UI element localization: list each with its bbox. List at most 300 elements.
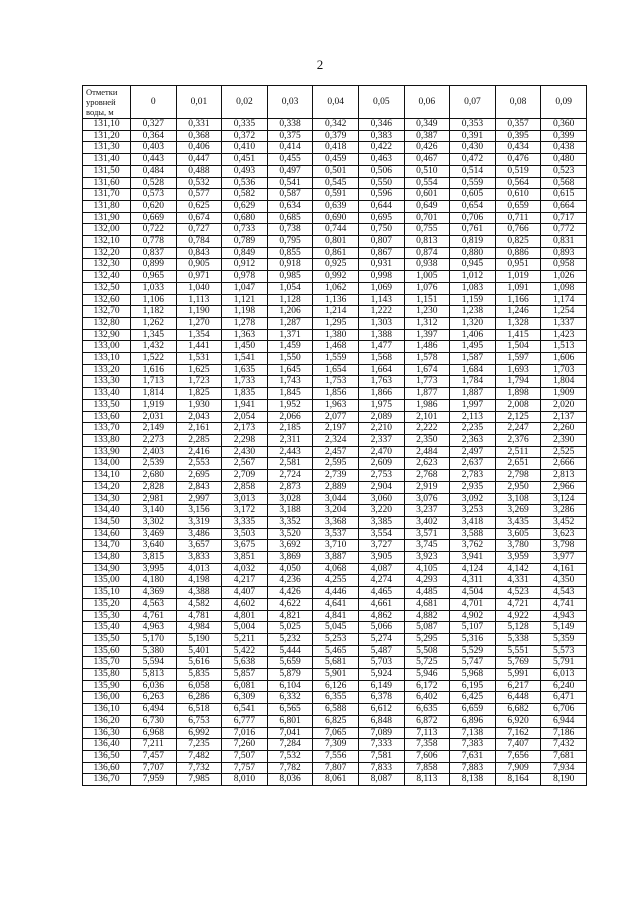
- value-cell: 1,713: [131, 376, 177, 388]
- value-cell: 1,645: [267, 364, 313, 376]
- value-cell: 5,703: [358, 657, 404, 669]
- header-row: [83, 86, 587, 119]
- value-cell: 2,637: [450, 458, 496, 470]
- value-cell: 1,684: [450, 364, 496, 376]
- water-level-cell: 133,80: [83, 434, 131, 446]
- value-cell: 0,855: [267, 247, 313, 259]
- table-row: [83, 353, 587, 365]
- water-level-cell: 131,60: [83, 177, 131, 189]
- table-row: [83, 446, 587, 458]
- value-cell: 0,634: [267, 200, 313, 212]
- value-cell: 1,616: [131, 364, 177, 376]
- value-cell: 6,872: [404, 715, 450, 727]
- value-cell: 0,664: [541, 200, 587, 212]
- value-cell: 4,801: [222, 610, 268, 622]
- value-cell: 1,098: [541, 282, 587, 294]
- value-cell: 4,124: [450, 563, 496, 575]
- value-cell: 7,581: [358, 750, 404, 762]
- value-cell: 0,998: [358, 271, 404, 283]
- value-cell: 0,410: [222, 142, 268, 154]
- value-cell: 5,573: [541, 645, 587, 657]
- value-cell: 3,435: [495, 516, 541, 528]
- table-row: [83, 516, 587, 528]
- value-cell: 0,568: [541, 177, 587, 189]
- value-cell: 3,780: [495, 540, 541, 552]
- value-cell: 0,837: [131, 247, 177, 259]
- value-cell: 0,669: [131, 212, 177, 224]
- value-cell: 2,753: [358, 470, 404, 482]
- value-cell: 5,380: [131, 645, 177, 657]
- value-cell: 3,172: [222, 505, 268, 517]
- value-cell: 7,383: [450, 739, 496, 751]
- value-cell: 0,510: [404, 165, 450, 177]
- water-level-cell: 133,50: [83, 399, 131, 411]
- value-cell: 8,138: [450, 774, 496, 786]
- value-cell: 6,425: [450, 692, 496, 704]
- table-row: [83, 762, 587, 774]
- table-row: [83, 633, 587, 645]
- value-cell: 3,140: [131, 505, 177, 517]
- value-cell: 7,631: [450, 750, 496, 762]
- water-level-cell: 136,50: [83, 750, 131, 762]
- value-cell: 4,350: [541, 575, 587, 587]
- value-cell: 0,750: [358, 224, 404, 236]
- value-cell: 8,010: [222, 774, 268, 786]
- value-cell: 1,121: [222, 294, 268, 306]
- value-cell: 2,403: [131, 446, 177, 458]
- value-cell: 1,230: [404, 306, 450, 318]
- value-cell: 2,324: [313, 434, 359, 446]
- value-cell: 0,654: [450, 200, 496, 212]
- value-cell: 1,136: [313, 294, 359, 306]
- value-cell: 1,415: [495, 329, 541, 341]
- value-cell: 0,331: [176, 119, 222, 131]
- value-cell: 1,354: [176, 329, 222, 341]
- value-cell: 0,701: [404, 212, 450, 224]
- value-cell: 7,757: [222, 762, 268, 774]
- value-cell: 3,204: [313, 505, 359, 517]
- column-header: 0,05: [358, 86, 404, 119]
- value-cell: 2,054: [222, 411, 268, 423]
- value-cell: 1,214: [313, 306, 359, 318]
- table-row: [83, 294, 587, 306]
- value-cell: 0,874: [404, 247, 450, 259]
- value-cell: 6,448: [495, 692, 541, 704]
- value-cell: 0,497: [267, 165, 313, 177]
- water-level-cell: 135,30: [83, 610, 131, 622]
- value-cell: 0,383: [358, 130, 404, 142]
- value-cell: 1,625: [176, 364, 222, 376]
- value-cell: 3,623: [541, 528, 587, 540]
- table-row: [83, 329, 587, 341]
- value-cell: 0,559: [450, 177, 496, 189]
- value-cell: 7,284: [267, 739, 313, 751]
- value-cell: 3,220: [358, 505, 404, 517]
- value-cell: 3,286: [541, 505, 587, 517]
- value-cell: 0,899: [131, 259, 177, 271]
- value-cell: 1,975: [358, 399, 404, 411]
- value-cell: 7,507: [222, 750, 268, 762]
- value-cell: 1,693: [495, 364, 541, 376]
- table-row: [83, 715, 587, 727]
- table-row: [83, 505, 587, 517]
- value-cell: 0,610: [495, 189, 541, 201]
- value-cell: 1,128: [267, 294, 313, 306]
- water-level-cell: 135,00: [83, 575, 131, 587]
- value-cell: 3,302: [131, 516, 177, 528]
- water-level-cell: 134,10: [83, 470, 131, 482]
- value-cell: 4,068: [313, 563, 359, 575]
- value-cell: 0,387: [404, 130, 450, 142]
- value-cell: 7,858: [404, 762, 450, 774]
- value-cell: 1,206: [267, 306, 313, 318]
- value-cell: 4,331: [495, 575, 541, 587]
- value-cell: 3,605: [495, 528, 541, 540]
- value-cell: 0,784: [176, 236, 222, 248]
- value-cell: 5,879: [267, 669, 313, 681]
- water-level-cell: 131,90: [83, 212, 131, 224]
- value-cell: 6,682: [495, 704, 541, 716]
- value-cell: 3,402: [404, 516, 450, 528]
- table-row: [83, 739, 587, 751]
- value-cell: 4,426: [267, 587, 313, 599]
- value-cell: 7,309: [313, 739, 359, 751]
- value-cell: 1,733: [222, 376, 268, 388]
- value-cell: 2,828: [131, 481, 177, 493]
- value-cell: 5,274: [358, 633, 404, 645]
- value-cell: 4,943: [541, 610, 587, 622]
- value-cell: 5,107: [450, 622, 496, 634]
- value-cell: 4,105: [404, 563, 450, 575]
- water-level-cell: 134,20: [83, 481, 131, 493]
- value-cell: 6,104: [267, 680, 313, 692]
- value-cell: 3,028: [267, 493, 313, 505]
- value-cell: 0,399: [541, 130, 587, 142]
- value-cell: 0,727: [176, 224, 222, 236]
- value-cell: 1,568: [358, 353, 404, 365]
- table-row: [83, 493, 587, 505]
- value-cell: 2,470: [358, 446, 404, 458]
- table-row: [83, 224, 587, 236]
- value-cell: 8,036: [267, 774, 313, 786]
- value-cell: 6,081: [222, 680, 268, 692]
- value-cell: 0,467: [404, 154, 450, 166]
- table-row: [83, 434, 587, 446]
- value-cell: 4,369: [131, 587, 177, 599]
- table-row: [83, 317, 587, 329]
- value-cell: 3,588: [450, 528, 496, 540]
- value-cell: 6,920: [495, 715, 541, 727]
- value-cell: 4,721: [495, 598, 541, 610]
- value-cell: 1,919: [131, 399, 177, 411]
- value-cell: 1,312: [404, 317, 450, 329]
- value-cell: 2,185: [267, 423, 313, 435]
- value-cell: 0,391: [450, 130, 496, 142]
- water-level-cell: 131,20: [83, 130, 131, 142]
- value-cell: 1,166: [495, 294, 541, 306]
- value-cell: 1,606: [541, 353, 587, 365]
- value-cell: 5,857: [222, 669, 268, 681]
- value-cell: 6,968: [131, 727, 177, 739]
- value-cell: 7,457: [131, 750, 177, 762]
- value-cell: 1,495: [450, 341, 496, 353]
- value-cell: 3,554: [358, 528, 404, 540]
- value-cell: 2,709: [222, 470, 268, 482]
- value-cell: 1,845: [267, 388, 313, 400]
- value-cell: 0,659: [495, 200, 541, 212]
- column-header: 0,09: [541, 86, 587, 119]
- table-row: [83, 341, 587, 353]
- table-row: [83, 610, 587, 622]
- value-cell: 3,237: [404, 505, 450, 517]
- value-cell: 5,087: [404, 622, 450, 634]
- value-cell: 4,142: [495, 563, 541, 575]
- water-level-table-container: [82, 85, 587, 786]
- value-cell: 6,195: [450, 680, 496, 692]
- value-cell: 2,768: [404, 470, 450, 482]
- value-cell: 0,825: [495, 236, 541, 248]
- table-row: [83, 774, 587, 786]
- value-cell: 2,858: [222, 481, 268, 493]
- value-cell: 4,523: [495, 587, 541, 599]
- value-cell: 0,554: [404, 177, 450, 189]
- value-cell: 8,061: [313, 774, 359, 786]
- value-cell: 7,138: [450, 727, 496, 739]
- value-cell: 1,174: [541, 294, 587, 306]
- water-level-cell: 135,50: [83, 633, 131, 645]
- table-row: [83, 259, 587, 271]
- value-cell: 1,151: [404, 294, 450, 306]
- value-cell: 7,532: [267, 750, 313, 762]
- value-cell: 0,587: [267, 189, 313, 201]
- value-cell: 0,514: [450, 165, 496, 177]
- value-cell: 0,403: [131, 142, 177, 154]
- value-cell: 4,087: [358, 563, 404, 575]
- value-cell: 1,664: [358, 364, 404, 376]
- value-cell: 0,893: [541, 247, 587, 259]
- value-cell: 0,861: [313, 247, 359, 259]
- value-cell: 7,211: [131, 739, 177, 751]
- column-header: 0,01: [176, 86, 222, 119]
- value-cell: 4,821: [267, 610, 313, 622]
- value-cell: 7,556: [313, 750, 359, 762]
- value-cell: 4,622: [267, 598, 313, 610]
- value-cell: 5,551: [495, 645, 541, 657]
- value-cell: 2,173: [222, 423, 268, 435]
- value-cell: 1,559: [313, 353, 359, 365]
- value-cell: 3,959: [495, 552, 541, 564]
- value-cell: 6,058: [176, 680, 222, 692]
- value-cell: 1,238: [450, 306, 496, 318]
- value-cell: 2,539: [131, 458, 177, 470]
- value-cell: 4,274: [358, 575, 404, 587]
- table-row: [83, 189, 587, 201]
- value-cell: 0,346: [358, 119, 404, 131]
- value-cell: 1,363: [222, 329, 268, 341]
- value-cell: 6,992: [176, 727, 222, 739]
- value-cell: 5,316: [450, 633, 496, 645]
- value-cell: 7,016: [222, 727, 268, 739]
- table-row: [83, 271, 587, 283]
- value-cell: 0,406: [176, 142, 222, 154]
- value-cell: 6,588: [313, 704, 359, 716]
- value-cell: 0,629: [222, 200, 268, 212]
- value-cell: 2,043: [176, 411, 222, 423]
- value-cell: 4,032: [222, 563, 268, 575]
- water-level-cell: 134,00: [83, 458, 131, 470]
- value-cell: 2,031: [131, 411, 177, 423]
- value-cell: 6,777: [222, 715, 268, 727]
- value-cell: 0,455: [267, 154, 313, 166]
- value-cell: 7,407: [495, 739, 541, 751]
- value-cell: 6,518: [176, 704, 222, 716]
- value-cell: 2,873: [267, 481, 313, 493]
- value-cell: 2,904: [358, 481, 404, 493]
- value-cell: 0,685: [267, 212, 313, 224]
- value-cell: 1,143: [358, 294, 404, 306]
- value-cell: 0,615: [541, 189, 587, 201]
- value-cell: 1,254: [541, 306, 587, 318]
- value-cell: 5,444: [267, 645, 313, 657]
- value-cell: 0,414: [267, 142, 313, 154]
- value-cell: 1,371: [267, 329, 313, 341]
- value-cell: 0,978: [222, 271, 268, 283]
- value-cell: 6,848: [358, 715, 404, 727]
- value-cell: 0,706: [450, 212, 496, 224]
- value-cell: 0,951: [495, 259, 541, 271]
- value-cell: 5,401: [176, 645, 222, 657]
- value-cell: 4,013: [176, 563, 222, 575]
- value-cell: 4,681: [404, 598, 450, 610]
- value-cell: 1,062: [313, 282, 359, 294]
- water-level-cell: 134,40: [83, 505, 131, 517]
- value-cell: 0,918: [267, 259, 313, 271]
- value-cell: 5,508: [404, 645, 450, 657]
- value-cell: 0,506: [358, 165, 404, 177]
- value-cell: 2,210: [358, 423, 404, 435]
- value-cell: 5,359: [541, 633, 587, 645]
- value-cell: 4,407: [222, 587, 268, 599]
- value-cell: 2,813: [541, 470, 587, 482]
- value-cell: 0,807: [358, 236, 404, 248]
- value-cell: 1,703: [541, 364, 587, 376]
- value-cell: 0,418: [313, 142, 359, 154]
- water-level-cell: 131,10: [83, 119, 131, 131]
- value-cell: 1,597: [495, 353, 541, 365]
- value-cell: 0,931: [358, 259, 404, 271]
- value-cell: 2,235: [450, 423, 496, 435]
- value-cell: 1,159: [450, 294, 496, 306]
- value-cell: 1,406: [450, 329, 496, 341]
- value-cell: 3,418: [450, 516, 496, 528]
- value-cell: 0,484: [131, 165, 177, 177]
- value-cell: 2,666: [541, 458, 587, 470]
- value-cell: 4,701: [450, 598, 496, 610]
- value-cell: 1,635: [222, 364, 268, 376]
- value-cell: 6,332: [267, 692, 313, 704]
- water-level-cell: 135,90: [83, 680, 131, 692]
- value-cell: 6,730: [131, 715, 177, 727]
- water-level-cell: 136,10: [83, 704, 131, 716]
- table-row: [83, 388, 587, 400]
- value-cell: 5,232: [267, 633, 313, 645]
- value-cell: 2,889: [313, 481, 359, 493]
- value-cell: 6,149: [358, 680, 404, 692]
- value-cell: 1,423: [541, 329, 587, 341]
- value-cell: 1,477: [358, 341, 404, 353]
- value-cell: 0,379: [313, 130, 359, 142]
- value-cell: 0,795: [267, 236, 313, 248]
- value-cell: 0,867: [358, 247, 404, 259]
- value-cell: 1,723: [176, 376, 222, 388]
- water-level-column-header: Отметки уровней воды, м: [83, 86, 131, 119]
- value-cell: 1,504: [495, 341, 541, 353]
- value-cell: 0,493: [222, 165, 268, 177]
- value-cell: 1,930: [176, 399, 222, 411]
- value-cell: 2,149: [131, 423, 177, 435]
- value-cell: 0,992: [313, 271, 359, 283]
- value-cell: 1,877: [404, 388, 450, 400]
- value-cell: 5,769: [495, 657, 541, 669]
- value-cell: 5,422: [222, 645, 268, 657]
- table-row: [83, 423, 587, 435]
- value-cell: 3,995: [131, 563, 177, 575]
- table-row: [83, 692, 587, 704]
- value-cell: 0,438: [541, 142, 587, 154]
- value-cell: 3,887: [313, 552, 359, 564]
- value-cell: 6,355: [313, 692, 359, 704]
- value-cell: 0,644: [358, 200, 404, 212]
- water-level-cell: 136,60: [83, 762, 131, 774]
- value-cell: 3,869: [267, 552, 313, 564]
- value-cell: 5,725: [404, 657, 450, 669]
- value-cell: 0,528: [131, 177, 177, 189]
- value-cell: 4,761: [131, 610, 177, 622]
- value-cell: 3,675: [222, 540, 268, 552]
- value-cell: 7,235: [176, 739, 222, 751]
- value-cell: 0,880: [450, 247, 496, 259]
- value-cell: 5,813: [131, 669, 177, 681]
- value-cell: 3,188: [267, 505, 313, 517]
- water-level-cell: 133,70: [83, 423, 131, 435]
- value-cell: 1,005: [404, 271, 450, 283]
- value-cell: 4,161: [541, 563, 587, 575]
- value-cell: 2,066: [267, 411, 313, 423]
- value-cell: 7,985: [176, 774, 222, 786]
- value-cell: 0,766: [495, 224, 541, 236]
- value-cell: 0,886: [495, 247, 541, 259]
- table-row: [83, 376, 587, 388]
- value-cell: 7,959: [131, 774, 177, 786]
- water-level-cell: 132,10: [83, 236, 131, 248]
- value-cell: 1,270: [176, 317, 222, 329]
- value-cell: 1,963: [313, 399, 359, 411]
- water-level-cell: 136,30: [83, 727, 131, 739]
- value-cell: 4,485: [404, 587, 450, 599]
- value-cell: 0,649: [404, 200, 450, 212]
- value-cell: 2,981: [131, 493, 177, 505]
- value-cell: 1,182: [131, 306, 177, 318]
- value-cell: 3,657: [176, 540, 222, 552]
- table-row: [83, 622, 587, 634]
- value-cell: 0,690: [313, 212, 359, 224]
- value-cell: 4,862: [358, 610, 404, 622]
- value-cell: 3,727: [358, 540, 404, 552]
- value-cell: 2,298: [222, 434, 268, 446]
- value-cell: 2,008: [495, 399, 541, 411]
- value-cell: 1,278: [222, 317, 268, 329]
- value-cell: 1,541: [222, 353, 268, 365]
